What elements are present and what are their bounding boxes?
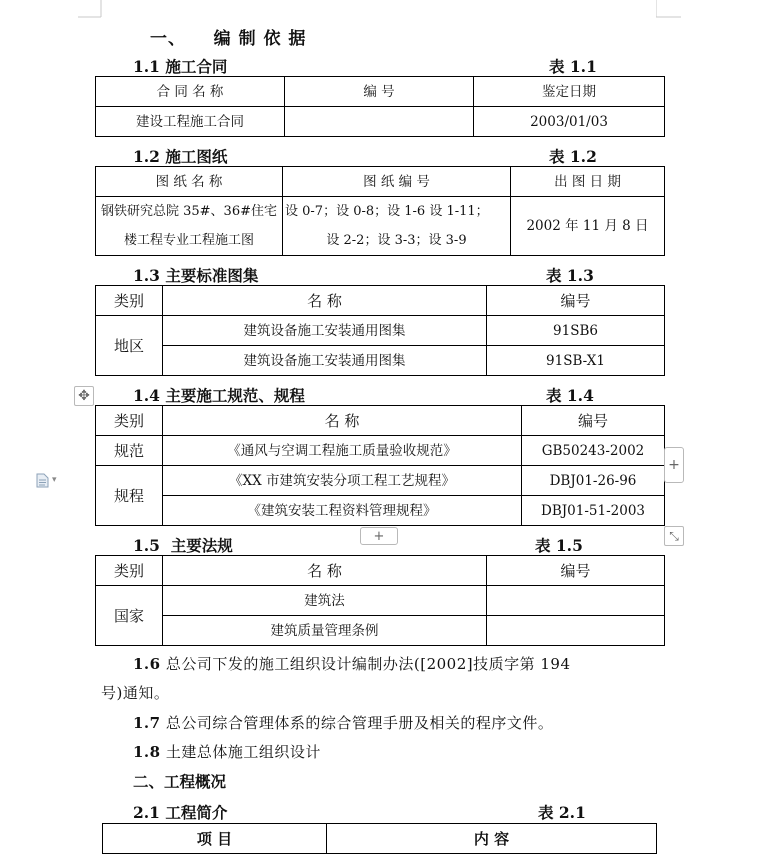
add-row-button[interactable]: + [360, 527, 398, 545]
table-group-cell: 国家 [96, 586, 163, 646]
table-label-1-2: 表 1.2 [549, 147, 597, 166]
page-corner-mark-left [78, 0, 102, 18]
drawing-number-line: 设 2-2；设 3-3；设 3-9 [326, 233, 467, 248]
table-cell [487, 586, 665, 616]
table-cell: 建筑法 [163, 586, 487, 616]
table-cell [285, 107, 474, 137]
drawing-number-line: 设 0-7；设 0-8；设 1-6 设 1-11； [285, 204, 489, 219]
table-cell: 《通风与空调工程施工质量验收规范》 [163, 436, 522, 466]
table-header-cell: 图 纸 名 称 [96, 167, 283, 197]
table-contract [95, 76, 665, 137]
table-cell [283, 197, 511, 256]
paragraph-text: 总公司下发的施工组织设计编制办法([2002]技质字第 194 [160, 655, 571, 673]
table-cell: 2002 年 11 月 8 日 [511, 197, 665, 256]
document-icon [36, 473, 49, 488]
section-heading-2: 二、工程概况 [133, 772, 227, 791]
paragraph-text: 总公司综合管理体系的综合管理手册及相关的程序文件。 [160, 714, 554, 732]
table-header-cell: 类别 [96, 406, 163, 436]
section-title-1-2: 1.2 施工图纸 [133, 147, 228, 166]
table-label-1-1: 表 1.1 [549, 57, 597, 76]
paragraph-1-8 [133, 741, 321, 762]
table-group-cell: 地区 [96, 316, 163, 376]
table-header-cell: 图 纸 编 号 [283, 167, 511, 197]
table-header-cell: 合 同 名 称 [96, 77, 285, 107]
table-cell: 建筑质量管理条例 [163, 616, 487, 646]
table-project-summary [102, 823, 657, 854]
table-header-cell: 编号 [522, 406, 665, 436]
table-header-cell: 名 称 [163, 556, 487, 586]
drawing-name-line: 钢铁研究总院 35#、36#住宅 [100, 204, 277, 219]
chevron-down-icon: ▾ [52, 475, 57, 485]
table-cell [487, 616, 665, 646]
section-title-1-5: 1.5 主要法规 [133, 536, 233, 555]
table-cell: 建筑设备施工安装通用图集 [163, 316, 487, 346]
table-header-cell: 类别 [96, 286, 163, 316]
table-cell: DBJ01-26-96 [522, 466, 665, 496]
table-header-cell: 鉴定日期 [474, 77, 665, 107]
section-title-1-4: 1.4 主要施工规范、规程 [133, 386, 305, 405]
table-move-handle[interactable]: ✥ [74, 386, 94, 406]
paste-options-icon[interactable] [36, 472, 62, 488]
add-column-button[interactable]: + [664, 447, 684, 483]
table-header-cell: 名 称 [163, 286, 487, 316]
table-standard-atlases [95, 285, 665, 376]
table-cell: 91SB6 [487, 316, 665, 346]
table-header-cell: 类别 [96, 556, 163, 586]
table-header-cell: 出 图 日 期 [511, 167, 665, 197]
table-label-2-1: 表 2.1 [538, 803, 586, 822]
page-corner-mark-right [656, 0, 682, 18]
section-heading-1: 一、 编 制 依 据 [150, 29, 307, 49]
paragraph-text: 土建总体施工组织设计 [160, 743, 321, 761]
table-header-cell: 项 目 [103, 824, 327, 854]
section-title-1-1: 1.1 施工合同 [133, 57, 228, 76]
table-cell: 建设工程施工合同 [96, 107, 285, 137]
drawing-name-line: 楼工程专业工程施工图 [123, 233, 254, 248]
table-cell: 建筑设备施工安装通用图集 [163, 346, 487, 376]
paragraph-number: 1.6 [133, 655, 161, 673]
paragraph-1-6 [133, 653, 571, 674]
table-regulations [95, 555, 665, 646]
table-cell: DBJ01-51-2003 [522, 496, 665, 526]
table-header-cell: 名 称 [163, 406, 522, 436]
paragraph-1-7 [133, 712, 553, 733]
table-label-1-3: 表 1.3 [546, 266, 594, 285]
table-cell: 2003/01/03 [474, 107, 665, 137]
paragraph-number: 1.8 [133, 743, 161, 761]
table-cell: 91SB-X1 [487, 346, 665, 376]
paragraph-number: 1.7 [133, 714, 161, 732]
table-category-cell: 规范 [96, 436, 163, 466]
table-label-1-4: 表 1.4 [546, 386, 594, 405]
table-cell: GB50243-2002 [522, 436, 665, 466]
table-category-cell: 规程 [96, 466, 163, 526]
table-label-1-5: 表 1.5 [535, 536, 583, 555]
table-header-cell: 内 容 [327, 824, 657, 854]
table-cell [96, 197, 283, 256]
table-drawings [95, 166, 665, 256]
table-header-cell: 编 号 [285, 77, 474, 107]
table-resize-handle[interactable]: ⤡ [664, 526, 684, 546]
table-header-cell: 编号 [487, 556, 665, 586]
table-cell: 《建筑安装工程资料管理规程》 [163, 496, 522, 526]
table-header-cell: 编号 [487, 286, 665, 316]
table-specifications [95, 405, 665, 526]
paragraph-1-6-cont: 号)通知。 [101, 684, 170, 702]
table-cell: 《XX 市建筑安装分项工程工艺规程》 [163, 466, 522, 496]
section-title-2-1: 2.1 工程简介 [133, 803, 228, 822]
section-title-1-3: 1.3 主要标准图集 [133, 266, 259, 285]
